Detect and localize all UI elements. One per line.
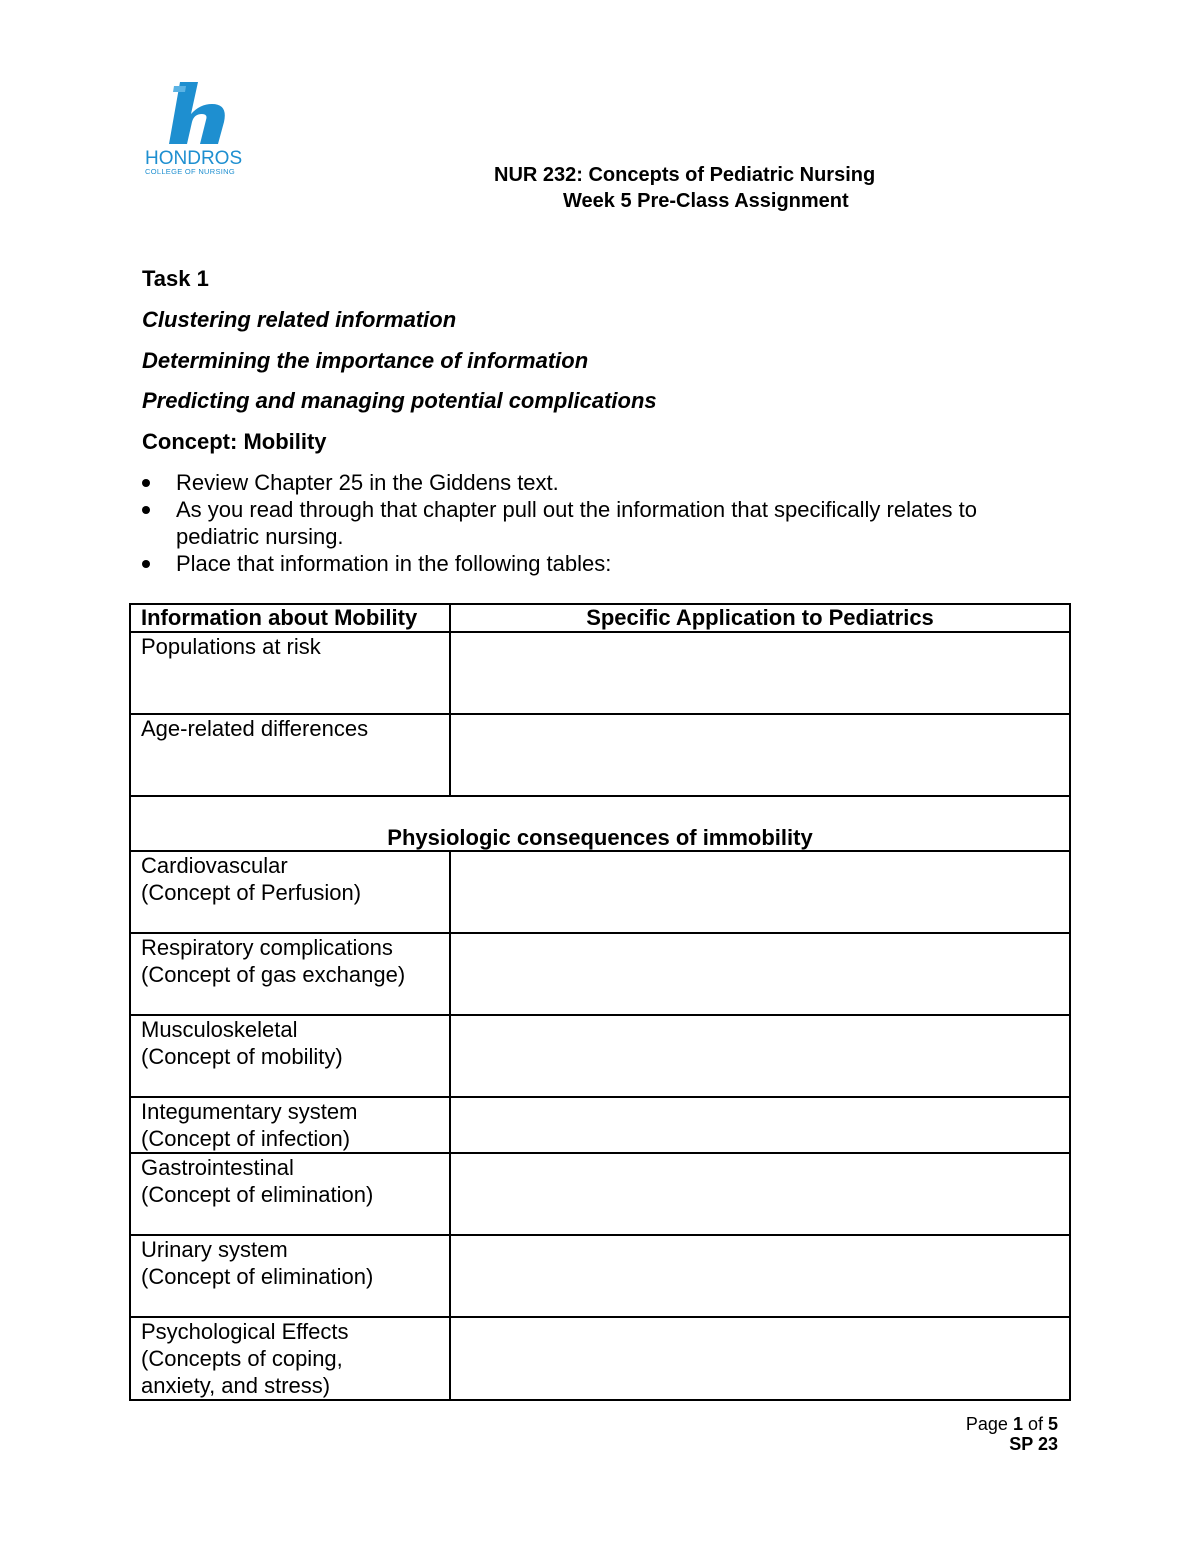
bullet-icon (142, 479, 150, 487)
row-label: Populations at risk (130, 632, 450, 714)
table-row (130, 1097, 1070, 1153)
answer-cell[interactable] (450, 1015, 1070, 1097)
page-label: Page (965, 1414, 1013, 1434)
answer-cell[interactable] (450, 851, 1070, 933)
column-header: Specific Application to Pediatrics (450, 604, 1070, 632)
mobility-table (129, 603, 1071, 1401)
table-row (130, 1015, 1070, 1097)
task-subtitle: Determining the importance of information (142, 348, 589, 373)
list-item (142, 469, 1062, 496)
table-row (130, 714, 1070, 796)
hondros-h-logo-icon (136, 76, 258, 182)
row-label: Psychological Effects (Concepts of coping, anxiety, and stress) (130, 1317, 450, 1400)
page-number (966, 1414, 1058, 1434)
row-label: Cardiovascular (Concept of Perfusion) (130, 851, 450, 933)
table-row (130, 1235, 1070, 1317)
section-title: Physiologic consequences of immobility (130, 796, 1070, 851)
task-title: Task 1 (142, 266, 209, 291)
list-item (142, 550, 1062, 577)
answer-cell[interactable] (450, 1153, 1070, 1235)
row-label: Gastrointestinal (Concept of elimination) (130, 1153, 450, 1235)
list-item (142, 496, 1062, 550)
row-label: Age-related differences (130, 714, 450, 796)
logo-wordmark: HONDROS (145, 148, 243, 169)
logo-subtext: COLLEGE OF NURSING (145, 167, 235, 176)
row-label: Respiratory complications (Concept of gas exchange) (130, 933, 450, 1015)
assignment-title: Week 5 Pre-Class Assignment (563, 190, 849, 212)
total-pages: 5 (1047, 1414, 1058, 1434)
section-row (130, 796, 1070, 851)
table-row (130, 1153, 1070, 1235)
column-header: Information about Mobility (130, 604, 450, 632)
task-subtitle: Predicting and managing potential complications (142, 388, 657, 413)
table-row (130, 632, 1070, 714)
course-title: NUR 232: Concepts of Pediatric Nursing (494, 164, 876, 186)
page-of-label: of (1022, 1414, 1048, 1434)
term-label: SP 23 (1009, 1434, 1058, 1454)
task-subtitle: Clustering related information (142, 307, 457, 332)
list-item-text: Place that information in the following tables: (176, 551, 612, 576)
table-header-row (130, 604, 1070, 632)
list-item-text: Review Chapter 25 in the Giddens text. (176, 470, 559, 495)
answer-cell[interactable] (450, 1097, 1070, 1153)
page-footer (966, 1414, 1058, 1454)
answer-cell[interactable] (450, 714, 1070, 796)
current-page: 1 (1012, 1414, 1023, 1434)
table-row (130, 1317, 1070, 1400)
list-item-text: As you read through that chapter pull out the information that specifically relates to pediatric nursing. (176, 497, 978, 549)
answer-cell[interactable] (450, 632, 1070, 714)
table-row (130, 933, 1070, 1015)
row-label: Urinary system (Concept of elimination) (130, 1235, 450, 1317)
term-code (966, 1434, 1058, 1454)
row-label: Musculoskeletal (Concept of mobility) (130, 1015, 450, 1097)
row-label: Integumentary system (Concept of infection) (130, 1097, 450, 1153)
bullet-icon (142, 506, 150, 514)
answer-cell[interactable] (450, 933, 1070, 1015)
table-row (130, 851, 1070, 933)
instruction-list (142, 469, 1062, 577)
concept-heading: Concept: Mobility (142, 429, 327, 454)
answer-cell[interactable] (450, 1235, 1070, 1317)
hondros-logo (136, 76, 258, 182)
answer-cell[interactable] (450, 1317, 1070, 1400)
bullet-icon (142, 560, 150, 568)
